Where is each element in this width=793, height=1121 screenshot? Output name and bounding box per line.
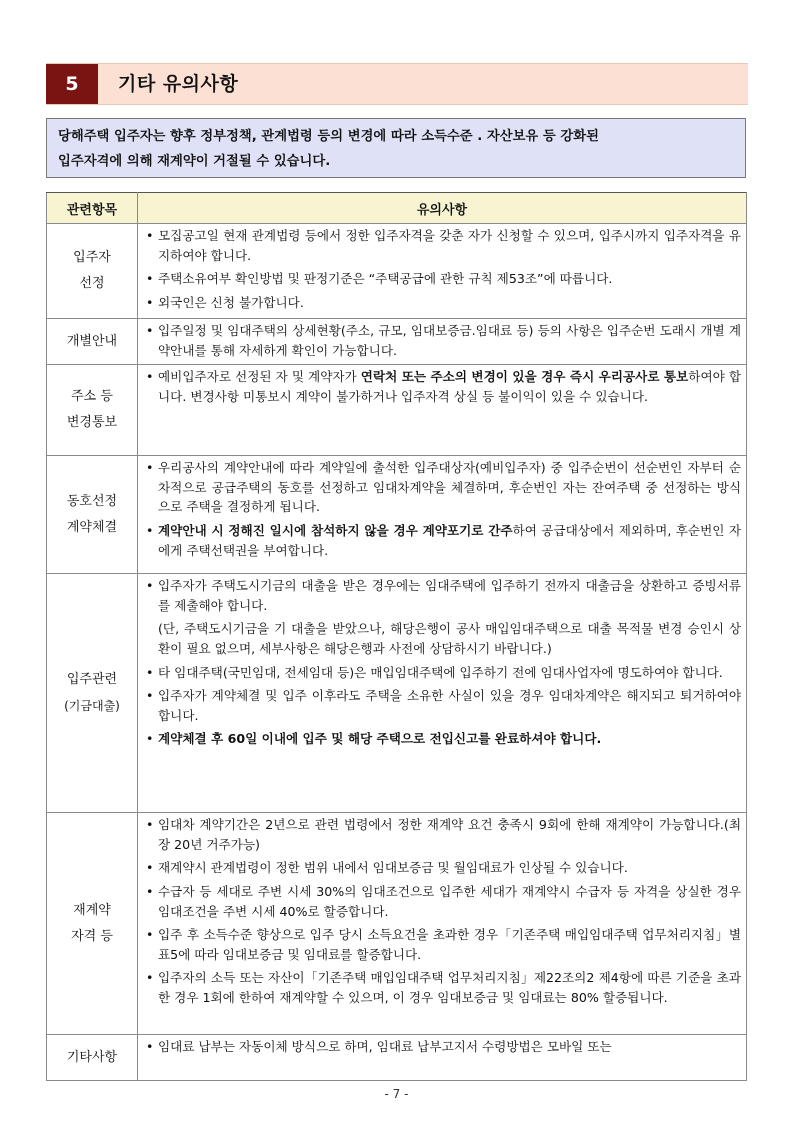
bullet-item — [144, 458, 741, 517]
table-row — [47, 1035, 747, 1081]
table-body — [47, 224, 747, 1081]
table-header-row — [47, 193, 747, 224]
bullet-item — [144, 686, 741, 725]
notes-list — [144, 458, 741, 560]
item-text: 임대차 계약기간은 2년으로 관련 법령에서 정한 재계약 요건 충족시 9회에 한해 재계약이 가능합니다.(최장 20년 거주가능) — [158, 817, 741, 852]
emphasis-text: 연락처 또는 주소의 변경이 있을 경우 즉시 우리공사로 통보 — [360, 369, 689, 385]
table-row — [47, 365, 747, 456]
bullet-item — [144, 367, 741, 406]
item-text: 예비입주자로 선정된 자 및 계약자가 — [158, 369, 361, 385]
item-text: 하여 공급대상에서 제외하며, 후순번인 자에게 주택선택권을 부여합니다. — [158, 522, 741, 558]
notes-list — [144, 815, 741, 1007]
row-category — [47, 319, 138, 365]
item-text: 임대료 납부는 자동이체 방식으로 하며, 임대료 납부고지서 수령방법은 모바일 또는 — [158, 1039, 612, 1055]
item-text: 입주일정 및 임대주택의 상세현황(주소, 규모, 임대보증금.임대료 등) 등의 사항은 입주순번 도래시 개별 계약안내를 통해 자세하게 확인이 가능합니다. — [158, 323, 741, 358]
category-line: 주소 등 — [71, 389, 113, 405]
section-title: 기타 유의사항 — [118, 73, 239, 95]
table-row — [47, 813, 747, 1035]
category-line: 개별안내 — [66, 333, 118, 349]
item-text: 하여야 합니다. 변경사항 미통보시 계약이 불가하거나 입주자격 상실 등 불이익이 있을 수 있습니다. — [158, 369, 742, 404]
notes-list — [144, 367, 741, 406]
table-row — [47, 319, 747, 365]
table-row — [47, 224, 747, 319]
notes-list — [144, 576, 741, 749]
bullet-item — [144, 521, 741, 560]
note-item — [144, 619, 741, 658]
section-header — [46, 63, 748, 105]
row-notes — [138, 319, 747, 365]
row-notes — [138, 1035, 747, 1081]
row-notes — [138, 574, 747, 813]
notes-list — [144, 226, 741, 312]
bullet-item — [144, 1037, 741, 1057]
bullet-item — [144, 815, 741, 854]
bullet-item — [144, 321, 741, 360]
emphasis-text: 계약안내 시 정해진 일시에 참석하지 않을 경우 계약포기로 간주 — [158, 522, 513, 538]
category-line: 입주자 — [73, 250, 111, 265]
category-line: 계약체결 — [66, 519, 118, 535]
row-category — [47, 365, 138, 456]
item-text: 타 임대주택(국민임대, 전세임대 등)은 매입임대주택에 입주하기 전에 임대사업자에 명도하여야 합니다. — [158, 664, 723, 680]
row-notes — [138, 224, 747, 319]
item-text: 입주자의 소득 또는 자산이「기존주택 매입임대주택 업무처리지침」제22조의2 제4항에 따른 기준을 초과한 경우 1회에 한하여 재계약할 수 있으며, 이 경우 임대보증금 및 임대료는 80% 할증됩니다. — [158, 970, 741, 1005]
page-number: - 7 - — [384, 1087, 409, 1101]
item-text: 우리공사의 계약안내에 따라 계약일에 출석한 입주대상자(예비입주자) 중 입주순번이 선순번인 자부터 순차적으로 공급주택의 동호를 선정하고 임대차계약을 체결하며, 후순번인 자는 잔여주택 중 선정하는 방식으로 주택을 결정하게 됩니다. — [158, 460, 741, 515]
item-text: 입주자가 계약체결 및 입주 이후라도 주택을 소유한 사실이 있을 경우 임대차계약은 해지되고 퇴거하여야 합니다. — [158, 688, 741, 723]
item-text: 재계약시 관계법령이 정한 범위 내에서 임대보증금 및 월임대료가 인상될 수 있습니다. — [158, 860, 628, 876]
bullet-item — [144, 882, 741, 921]
item-text: 입주 후 소득수준 향상으로 입주 당시 소득요건을 초과한 경우「기존주택 매입임대주택 업무처리지침」별표5에 따라 임대보증금 및 임대료를 할증합니다. — [158, 927, 741, 962]
notes-list — [144, 1037, 741, 1057]
row-category — [47, 813, 138, 1035]
row-category — [47, 1035, 138, 1081]
bullet-item — [144, 858, 741, 878]
header-category: 관련항목 — [47, 193, 138, 224]
row-category — [47, 574, 138, 813]
bullet-item — [144, 968, 741, 1007]
table-row — [47, 456, 747, 574]
category-line: 재계약 — [73, 902, 111, 918]
item-text: 입주자가 주택도시기금의 대출을 받은 경우에는 임대주택에 입주하기 전까지 대출금을 상환하고 증빙서류를 제출해야 합니다. — [158, 578, 741, 613]
category-line: 입주관련 — [66, 672, 118, 688]
notes-list — [144, 321, 741, 360]
item-text: 모집공고일 현재 관계법령 등에서 정한 입주자격을 갖춘 자가 신청할 수 있으며, 입주시까지 입주자격을 유지하여야 합니다. — [158, 228, 741, 263]
row-notes — [138, 813, 747, 1035]
item-text: 주택소유여부 확인방법 및 판정기준은 “주택공급에 관한 규칙 제53조”에 따릅니다. — [158, 271, 613, 287]
item-text: (단, 주택도시기금을 기 대출을 받았으나, 해당은행이 공사 매입임대주택으로 대출 목적물 변경 승인시 상환이 필요 없으며, 세부사항은 해당은행과 사전에 상담하시기 바랍니다.) — [158, 621, 741, 656]
bullet-item — [144, 269, 741, 289]
item-text: 외국인은 신청 불가합니다. — [158, 294, 304, 310]
notice-line-1: 당해주택 입주자는 향후 정부정책, 관계법령 등의 변경에 따라 소득수준 . 자산보유 등 강화된 — [58, 129, 599, 144]
bullet-item — [144, 226, 741, 265]
bullet-item — [144, 663, 741, 683]
bullet-item — [144, 925, 741, 964]
category-line: 동호선정 — [66, 493, 118, 509]
guidelines-table — [46, 192, 747, 1081]
row-category — [47, 224, 138, 319]
notice-box — [46, 118, 746, 178]
emphasis-text: 계약체결 후 60일 이내에 입주 및 해당 주택으로 전입신고를 완료하셔야 합니다. — [158, 731, 602, 747]
category-line: 선정 — [79, 276, 105, 291]
item-text: 수급자 등 세대로 주변 시세 30%의 임대조건으로 입주한 세대가 재계약시 수급자 등 자격을 상실한 경우 임대조건을 주변 시세 40%로 할증합니다. — [158, 883, 741, 919]
category-subline: (기금대출) — [64, 699, 120, 714]
header-notes: 유의사항 — [138, 193, 747, 224]
row-category — [47, 456, 138, 574]
category-line: 기타사항 — [66, 1049, 118, 1065]
notice-line-2: 입주자격에 의해 재계약이 거절될 수 있습니다. — [58, 154, 331, 169]
category-line: 변경통보 — [66, 415, 118, 431]
row-notes — [138, 456, 747, 574]
section-number: 5 — [46, 64, 98, 104]
bullet-item — [144, 293, 741, 313]
bullet-item — [144, 576, 741, 615]
table-row — [47, 574, 747, 813]
row-notes — [138, 365, 747, 456]
category-line: 자격 등 — [71, 928, 113, 944]
bullet-item — [144, 729, 741, 749]
